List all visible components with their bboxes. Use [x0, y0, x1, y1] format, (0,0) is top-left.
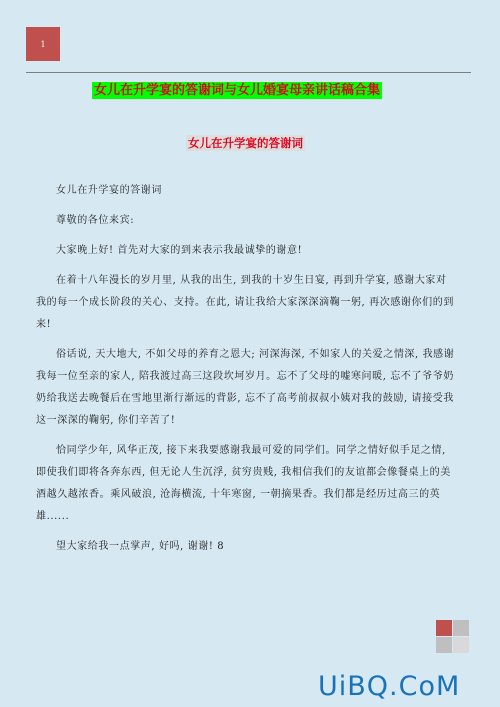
paragraph-heading: 女儿在升学宴的答谢词 — [56, 185, 162, 196]
paragraph-greeting: 尊敬的各位来宾: — [56, 215, 135, 226]
decorative-squares — [436, 620, 470, 654]
page-number: 1 — [40, 39, 46, 49]
paragraph: 恰同学少年, 风华正茂, 接下来我要感谢我最可爱的同学们。同学之情好似手足之情, 即使我们即将各奔东西, 但无论人生沉浮, 贫穷贵贱, 我相信我们的友谊都会像餐桌上的美酒越久越浓香。乘风破浪, 沧海横流, 十年寒窗, 一朝摘果香。我们都是经历过高三的英雄...... — [36, 445, 451, 522]
paragraph: 在着十八年漫长的岁月里, 从我的出生, 到我的十岁生日宴, 再到升学宴, 感谢大家对我的每一个成长阶段的关心、支持。在此, 请让我给大家深深滴鞠一躬, 再次感谢你们的到来! — [36, 275, 454, 330]
document-body — [36, 180, 456, 566]
page-number-badge — [26, 27, 60, 61]
site-watermark: UiBQ.CoM — [318, 671, 461, 702]
header-divider — [26, 72, 471, 73]
paragraph-closing: 望大家给我一点掌声, 好吗, 谢谢! 8 — [56, 541, 225, 552]
paragraph: 俗话说, 天大地大, 不如父母的养育之恩大; 河深海深, 不如家人的关爱之情深, 我感谢我每一位至亲的家人, 陪我渡过高三这段坎坷岁月。忘不了父母的嘘寒问暖, 忘不了爷爷奶奶给我送去晚餐后在雪地里渐行渐远的背影, 忘不了高考前叔叔小姨对我的鼓励, 请接受我这一深深的鞠躬, 你们辛苦了! — [36, 349, 455, 426]
paragraph: 大家晚上好! 首先对大家的到来表示我最诚挚的谢意! — [56, 245, 303, 256]
section-title: 女儿在升学宴的答谢词 — [188, 136, 303, 150]
document-title: 女儿在升学宴的答谢词与女儿婚宴母亲讲话稿合集 — [94, 83, 381, 98]
